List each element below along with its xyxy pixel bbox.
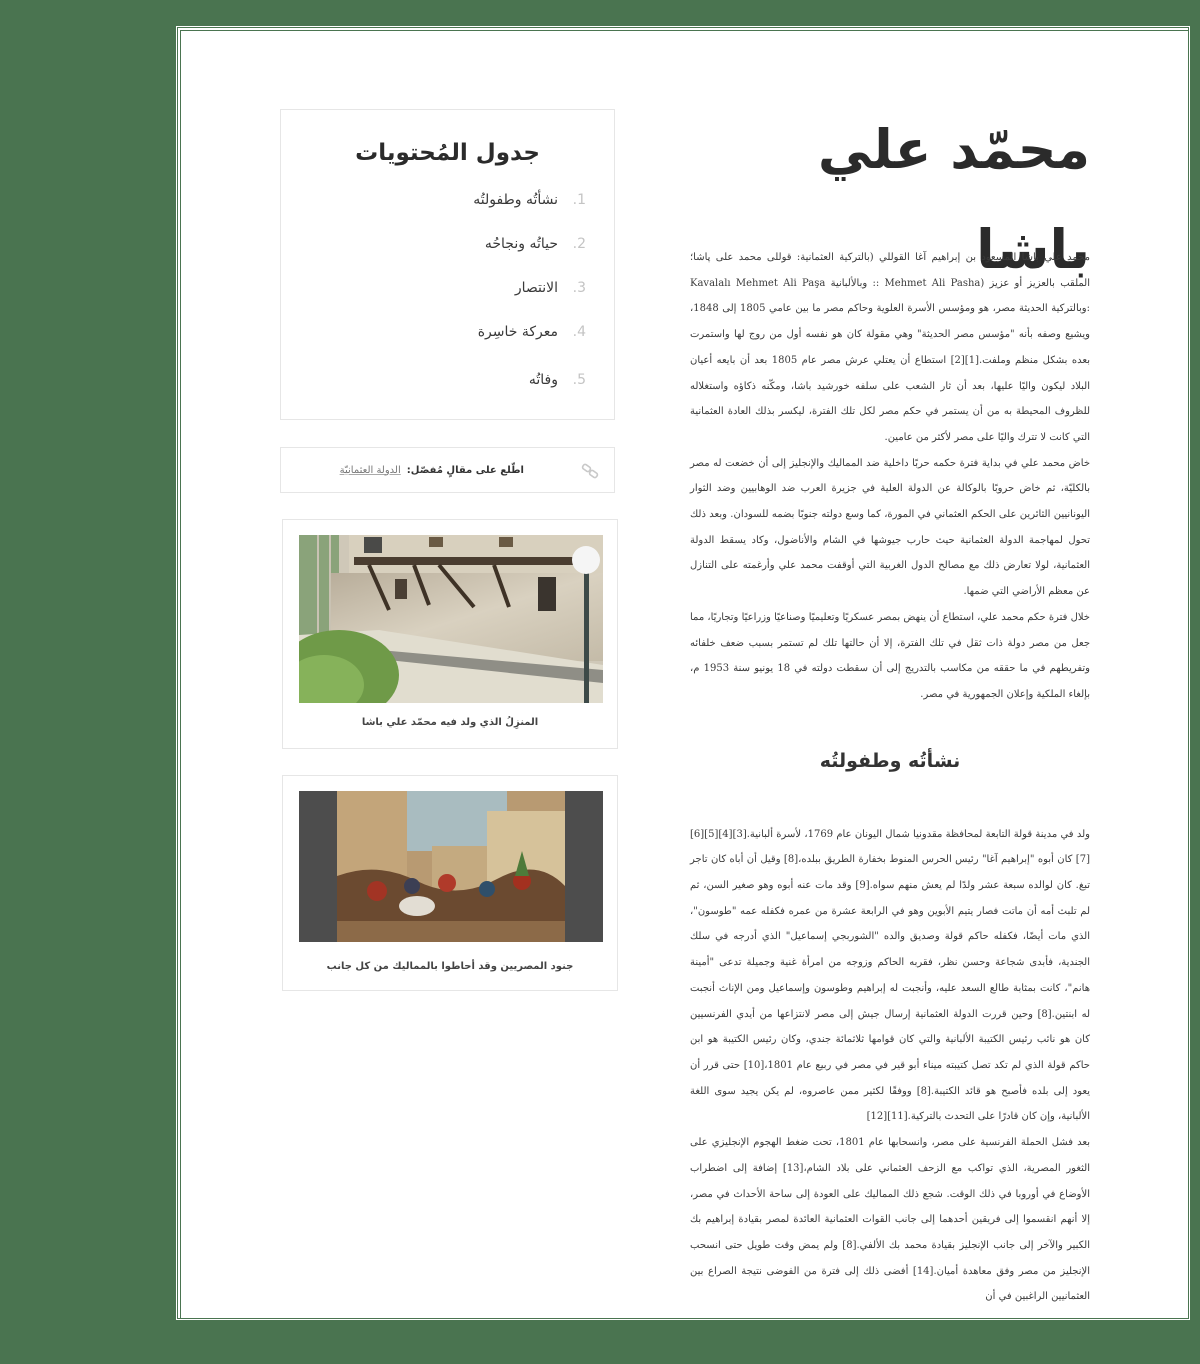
toc-item-lost-battle[interactable] xyxy=(281,310,586,354)
toc-list xyxy=(281,178,614,402)
toc-number: 3. xyxy=(572,280,586,296)
figure-mamluk-massacre xyxy=(282,775,618,991)
section-paragraph-2: بعد فشل الحملة الفرنسية على مصر، وانسحابها عام 1801، تحت ضغط الهجوم الإنجليزي على الثغور المصرية، الذي تواكب مع الزحف العثماني على بلاد الشام،[13] إضافة إلى اضطراب الأوضاع في أوروبا في ذلك الوقت. شجع ذلك المماليك على العودة إلى ساحة الأحداث في مصر، إلا أنهم انقسموا إلى فريقين أحدهما إلى جانب القوات العثمانية العائدة لمصر بقيادة إبراهيم بك الكبير والآخر إلى جانب الإنجليز بقيادة محمد بك الألفي.[8] ولم يمض وقت طويل حتى انسحب الإنجليز من مصر وفق معاهدة أميان.[14] أفضى ذلك إلى فترة من الفوضى نتيجة الصراع بين العثمانيين الراغبين في أن xyxy=(690,1137,1090,1303)
toc-label[interactable]: حياتُه ونجاحُه xyxy=(484,236,558,252)
toc-number: 1. xyxy=(572,192,586,208)
house-photo[interactable] xyxy=(299,535,603,703)
intro-paragraph-3: خلال فترة حكم محمد علي، استطاع أن ينهض بمصر عسكريًا وتعليميًا وصناعيًا وزراعيًا وتجاريًا، مما جعل من مصر دولة ذات ثقل في تلك الفترة، إلا أن حالتها تلك لم تستمر بسبب ضعف خلفائه وتفريطهم في ما حققه من مكاسب بالتدريج إلى أن سقطت دولته في 18 يونيو سنة 1953 م، بإلغاء الملكية وإعلان الجمهورية في مصر. xyxy=(690,611,1090,700)
intro-paragraph-1: محمد علي باشا المسعود بن إبراهيم آغا القوللي (بالتركية العثمانية: قوللى محمد على پاشا؛ الملقب بالعزيز أو عزيز (Mehmet Ali Pasha :: وبالألبانية Kavalalı Mehmet Ali Paşa :وبالتركية الحديثة مصر، هو ومؤسس الأسرة العلوية وحاكم مصر ما بين عامي 1805 إلى 1848، ويشيع وصفه بأنه "مؤسس مصر الحديثة" وهي مقولة كان هو نفسه أول من روج لها واستمرت بعده بشكل منظم وملفت.[1][2] استطاع أن يعتلي عرش مصر عام 1805 بعد أن بايعه أعيان البلاد ليكون واليًا عليها، بعد أن ثار الشعب على سلفه خورشيد باشا، ومكّنه ذكاؤه واستغلاله للظروف المحيطة به من أن يستمر في حكم مصر لكل تلك الفترة، ليكسر بذلك العادة العثمانية التي كانت لا تترك واليًا على مصر لأكثر من عامين. xyxy=(690,252,1090,443)
toc-number: 5. xyxy=(572,372,586,388)
related-article-link[interactable]: الدولة العثمانيّة xyxy=(339,464,401,476)
toc-title: جدول المُحتويات xyxy=(355,140,540,166)
toc-label[interactable]: نشأتُه وطفولتُه xyxy=(473,192,558,208)
toc-label[interactable]: معركة خاسِرة xyxy=(477,324,558,340)
toc-label[interactable]: الانتصار xyxy=(514,280,558,296)
section-paragraph-1: ولد في مدينة قولة التابعة لمحافظة مقدونيا شمال اليونان عام 1769، لأسرة ألبانية.[3][4][5][6][7] كان أبوه "إبراهيم آغا" رئيس الحرس المنوط بخفارة الطريق ببلده،[8] وقيل أن أباه كان تاجر تبغ. كان لوالده سبعة عشر ولدًا لم يعش منهم سواه.[9] وقد مات عنه أبوه وهو صغير السن، ثم لم تلبث أمه أن ماتت فصار يتيم الأبوين وهو في الرابعة عشرة من عمره فكفله عمه "طوسون"، الذي مات أيضًا، فكفله حاكم قولة وصديق والده "الشوربجي إسماعيل" الذي أدرجه في سلك الجندية، فأبدى شجاعة وحسن نظر، فقربه الحاكم وزوجه من امرأة غنية وجميلة تدعى "أمينة هانم"، كانت بمثابة طالع السعد عليه، وأنجبت له إبراهيم وطوسون وإسماعيل ومن الإناث أنجبت له ابنتين.[8] وحين قررت الدولة العثمانية إرسال جيش إلى مصر لانتزاعها من أيدي الفرنسيين كان هو نائب رئيس الكتيبة الألبانية والتي كان قوامها ثلاثمائة جندي، وكان رئيس الكتيبة هو ابن حاكم قولة الذي لم تكد تصل كتيبته ميناء أبو قير في مصر في ربيع عام 1801،[10] حتى قرر أن يعود إلى بلده فأصبح هو قائد الكتيبة.[8] ووفقًا لكثير ممن عاصروه، لم يكن يجيد سوى اللغة الألبانية، وإن كان قادرًا على التحدث بالتركية.[11][12] xyxy=(690,828,1091,1123)
figure-caption: المنزِلُ الذي ولد فيه محمّد علي باشا xyxy=(361,717,539,728)
related-article-box xyxy=(280,447,615,493)
link-icon xyxy=(581,463,599,479)
article-title: محمّد علي باشا xyxy=(817,118,1090,281)
toc-number: 4. xyxy=(572,324,586,340)
intro-paragraph-2: خاض محمد علي في بداية فترة حكمه حربًا داخلية ضد المماليك والإنجليز إلى أن خضعت له مصر بالكليّة، ثم خاض حروبًا بالوكالة عن الدولة العلية في جزيرة العرب ضد الوهابيين وضد الثوار اليونانيين الثائرين على الحكم العثماني في المورة، كما وسع دولته جنوبًا بضمه للسودان. وبعد ذلك تحول لمهاجمة الدولة العثمانية حيث حارب جيوشها في الشام والأناضول، وكاد يسقط الدولة العثمانية، لولا تعارض ذلك مع مصالح الدول الغربية التي أوقفت محمد علي وأرغمته على التنازل عن معظم الأراضي التي ضمها. xyxy=(690,457,1090,598)
toc-item-death[interactable] xyxy=(281,358,586,402)
article xyxy=(690,100,1090,1310)
toc-item-childhood[interactable] xyxy=(281,178,586,222)
table-of-contents xyxy=(280,109,615,420)
figure-caption: جنود المصريين وقد أحاطوا بالمماليك من كل جانب xyxy=(326,961,574,972)
toc-number: 2. xyxy=(572,236,586,252)
toc-item-victory[interactable] xyxy=(281,266,586,310)
related-label: اطّلع على مقالٍ مُفصّل: xyxy=(406,464,524,476)
figure-birthplace-house xyxy=(282,519,618,749)
toc-item-life[interactable] xyxy=(281,222,586,266)
toc-label[interactable]: وفاتُه xyxy=(528,372,558,388)
battle-painting[interactable] xyxy=(299,791,603,942)
section-heading-childhood: نشأتُه وطفولتُه xyxy=(819,749,961,772)
